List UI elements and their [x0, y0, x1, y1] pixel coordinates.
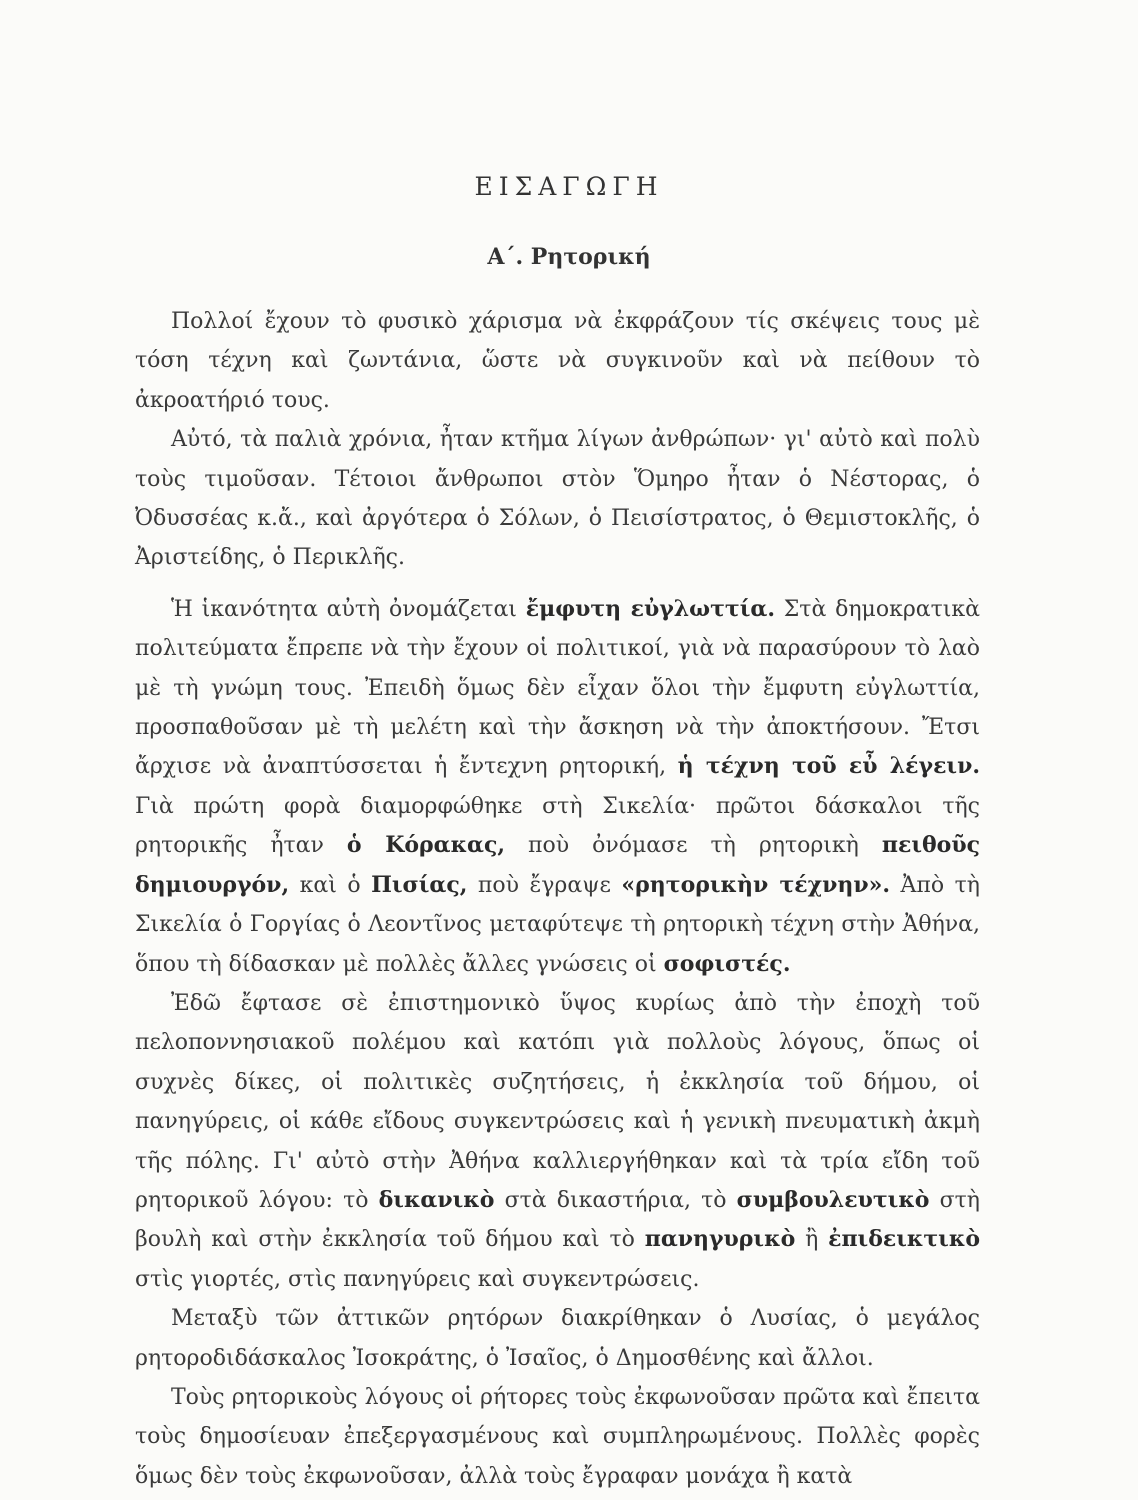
paragraph	[135, 420, 980, 578]
text-run: ἢ	[795, 1227, 829, 1253]
text-run: στὶς γιορτές, στὶς πανηγύρεις καὶ συγκεντρώσεις.	[135, 1266, 700, 1292]
paragraph	[135, 590, 980, 984]
text-run: Ἐδῶ ἔφτασε σὲ ἐπιστημονικὸ ὕψος κυρίως ἀπὸ τὴν ἐποχὴ τοῦ πελοποννησιακοῦ πολέμου καὶ κατόπι γιὰ πολλοὺς λόγους, ὅπως οἱ συχνὲς δίκες, οἱ πολιτικὲς συζητήσεις, ἡ ἐκκλησία τοῦ δήμου, οἱ πανηγύρεις, οἱ κάθε εἴδους συγκεντρώσεις καὶ ἡ γενικὴ πνευματικὴ ἀκμὴ τῆς πόλης. Γι' αὐτὸ στὴν Ἀθήνα καλλιεργήθηκαν καὶ τὰ τρία εἴδη τοῦ ρητορικοῦ λόγου: τὸ	[135, 990, 980, 1213]
section-heading: Α΄. Ρητορική	[487, 244, 651, 270]
text-run: στὰ δικαστήρια, τὸ	[494, 1187, 737, 1213]
bold-term: ἐπιδεικτικὸ	[828, 1226, 980, 1253]
text-run: Πολλοί ἔχουν τὸ φυσικὸ χάρισμα νὰ ἐκφράζουν τίς σκέψεις τους μὲ τόση τέχνη καὶ ζωντάνια, ὥστε νὰ συγκινοῦν καὶ νὰ πείθουν τὸ ἀκροατήριό τους.	[135, 309, 980, 413]
paragraph	[135, 302, 980, 420]
bold-term: ὁ Κόρακας,	[346, 832, 506, 859]
text-run: Τοὺς ρητορικοὺς λόγους οἱ ρήτορες τοὺς ἐκφωνοῦσαν πρῶτα καὶ ἔπειτα τοὺς δημοσίευαν ἐπεξεργασμένους καὶ συμπληρωμένους. Πολλὲς φορὲς ὅμως δὲν τοὺς ἐκφωνοῦσαν, ἀλλὰ τοὺς ἔγραφαν μονάχα ἢ κατὰ	[135, 1384, 980, 1489]
text-run: Ἡ ἱκανότητα αὐτὴ ὀνομάζεται	[171, 596, 526, 622]
bold-term: πανηγυρικὸ	[644, 1226, 796, 1253]
bold-term: σοφιστές.	[663, 950, 791, 977]
bold-term: πειθοῦς δημιουργόν,	[135, 832, 980, 898]
text-run: ποὺ ἔγραψε	[467, 872, 622, 898]
text-run: ποὺ ὀνόμασε τὴ ρητορικὴ	[505, 833, 882, 859]
body-text	[135, 302, 980, 1496]
text-run: Αὐτό, τὰ παλιὰ χρόνια, ἦταν κτῆμα λίγων ἀνθρώπων· γι' αὐτὸ καὶ πολὺ τοὺς τιμοῦσαν. Τέτοιοι ἄνθρωποι στὸν Ὅμηρο ἦταν ὁ Νέστορας, ὁ Ὀδυσσέας κ.ἄ., καὶ ἀργότερα ὁ Σόλων, ὁ Πεισίστρατος, ὁ Θεμιστοκλῆς, ὁ Ἀριστείδης, ὁ Περικλῆς.	[135, 427, 980, 571]
text-run: Μεταξὺ τῶν ἀττικῶν ρητόρων διακρίθηκαν ὁ Λυσίας, ὁ μεγάλος ρητοροδιδάσκαλος Ἰσοκράτης, ὁ Ἰσαῖος, ὁ Δημοσθένης καὶ ἄλλοι.	[135, 1306, 980, 1371]
text-run: στὴ βουλὴ καὶ στὴν ἐκκλησία τοῦ δήμου καὶ τὸ	[135, 1187, 980, 1253]
bold-term: ἔμφυτη εὐγλωττία.	[525, 595, 775, 622]
bold-term: Πισίας,	[371, 871, 468, 898]
text-run: Στὰ δημοκρατικὰ πολιτεύματα ἔπρεπε νὰ τὴν ἔχουν οἱ πολιτικοί, γιὰ νὰ παρασύρουν τὸ λαὸ μὲ τὴ γνώμη τους. Ἐπειδὴ ὅμως δὲν εἶχαν ὅλοι τὴν ἔμφυτη εὐγλωττία, προσπαθοῦσαν μὲ τὴ μελέτη καὶ τὴν ἄσκηση νὰ τὴν ἀποκτήσουν. Ἔτσι ἄρχισε νὰ ἀναπτύσσεται ἡ ἔντεχνη ρητορική,	[135, 596, 981, 780]
bold-term: δικανικὸ	[378, 1186, 495, 1213]
bold-term: «ρητορικὴν τέχνην».	[621, 871, 891, 898]
paragraph	[135, 1378, 980, 1496]
text-run: καὶ ὁ	[289, 872, 372, 898]
bold-term: συμβουλευτικὸ	[736, 1186, 930, 1213]
paragraph	[135, 1299, 980, 1378]
paragraph	[135, 984, 980, 1299]
text-run: Ἀπὸ τὴ Σικελία ὁ Γοργίας ὁ Λεοντῖνος μεταφύτεψε τὴ ρητορικὴ τέχνη στὴν Ἀθήνα, ὅπου τὴ δίδασκαν μὲ πολλὲς ἄλλες γνώσεις οἱ	[135, 872, 980, 977]
page-title: ΕΙΣΑΓΩΓΗ	[474, 172, 664, 201]
text-run: Γιὰ πρώτη φορὰ διαμορφώθηκε στὴ Σικελία· πρῶτοι δάσκαλοι τῆς ρητορικῆς ἦταν	[135, 793, 980, 859]
bold-term: ἡ τέχνη τοῦ εὖ λέγειν.	[677, 753, 981, 780]
